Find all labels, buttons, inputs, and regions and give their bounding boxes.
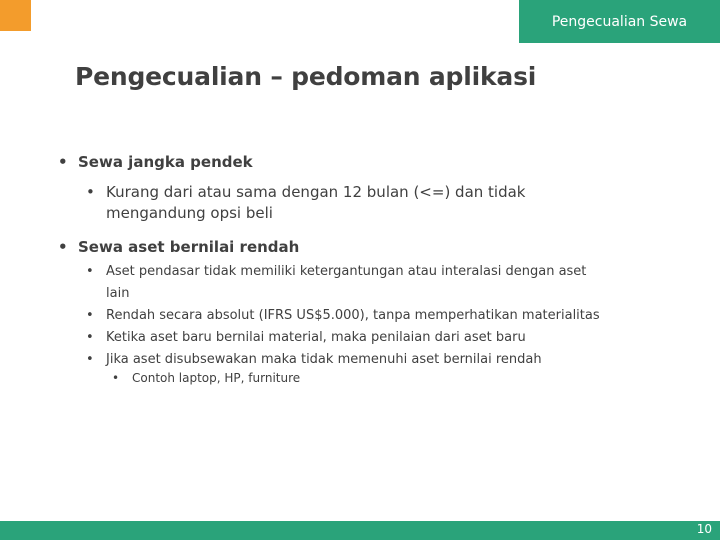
bullet-dot-icon: •	[58, 153, 68, 171]
bullet-dot-icon: •	[112, 371, 120, 385]
bullet-dot-icon: •	[86, 330, 94, 345]
page-number: 10	[696, 522, 712, 536]
section-badge-label: Pengecualian Sewa	[551, 13, 688, 30]
sub-bullet-low-value-3	[86, 327, 526, 348]
sub-bullet-text: Kurang dari atau sama dengan 12 bulan (<=) dan tidak	[106, 183, 526, 201]
bullet-dot-icon: •	[86, 352, 94, 367]
sub-bullet-low-value-2	[86, 305, 600, 326]
sub-bullet-low-value-1	[86, 261, 586, 282]
sub-sub-bullet-example	[112, 371, 300, 385]
sub-sub-bullet-text: Contoh laptop, HP, furniture	[132, 371, 301, 385]
page-title: Pengecualian – pedoman aplikasi	[75, 62, 537, 91]
bullet-dot-icon: •	[86, 264, 94, 279]
sub-bullet-text: Aset pendasar tidak memiliki ketergantungan atau interalasi dengan aset	[106, 264, 587, 279]
sub-bullet-text: Rendah secara absolut (IFRS US$5.000), tanpa memperhatikan materialitas	[106, 308, 600, 323]
sub-bullet-short-term	[86, 182, 526, 203]
bullet-heading: Sewa aset bernilai rendah	[78, 238, 300, 256]
footer-bar	[0, 521, 720, 540]
bullet-dot-icon: •	[86, 308, 94, 323]
sub-bullet-low-value-4	[86, 349, 542, 370]
sub-bullet-text: Jika aset disubsewakan maka tidak memenuhi aset bernilai rendah	[106, 352, 542, 367]
logo-square	[0, 0, 31, 31]
sub-bullet-continuation: mengandung opsi beli	[106, 204, 273, 222]
bullet-low-value	[58, 238, 299, 256]
bullet-dot-icon: •	[58, 238, 68, 256]
sub-bullet-text: Ketika aset baru bernilai material, maka penilaian dari aset baru	[106, 330, 526, 345]
section-badge	[519, 0, 720, 43]
sub-bullet-continuation: lain	[106, 286, 130, 301]
bullet-dot-icon: •	[86, 183, 95, 201]
bullet-heading: Sewa jangka pendek	[78, 153, 253, 171]
bullet-short-term	[58, 153, 253, 171]
